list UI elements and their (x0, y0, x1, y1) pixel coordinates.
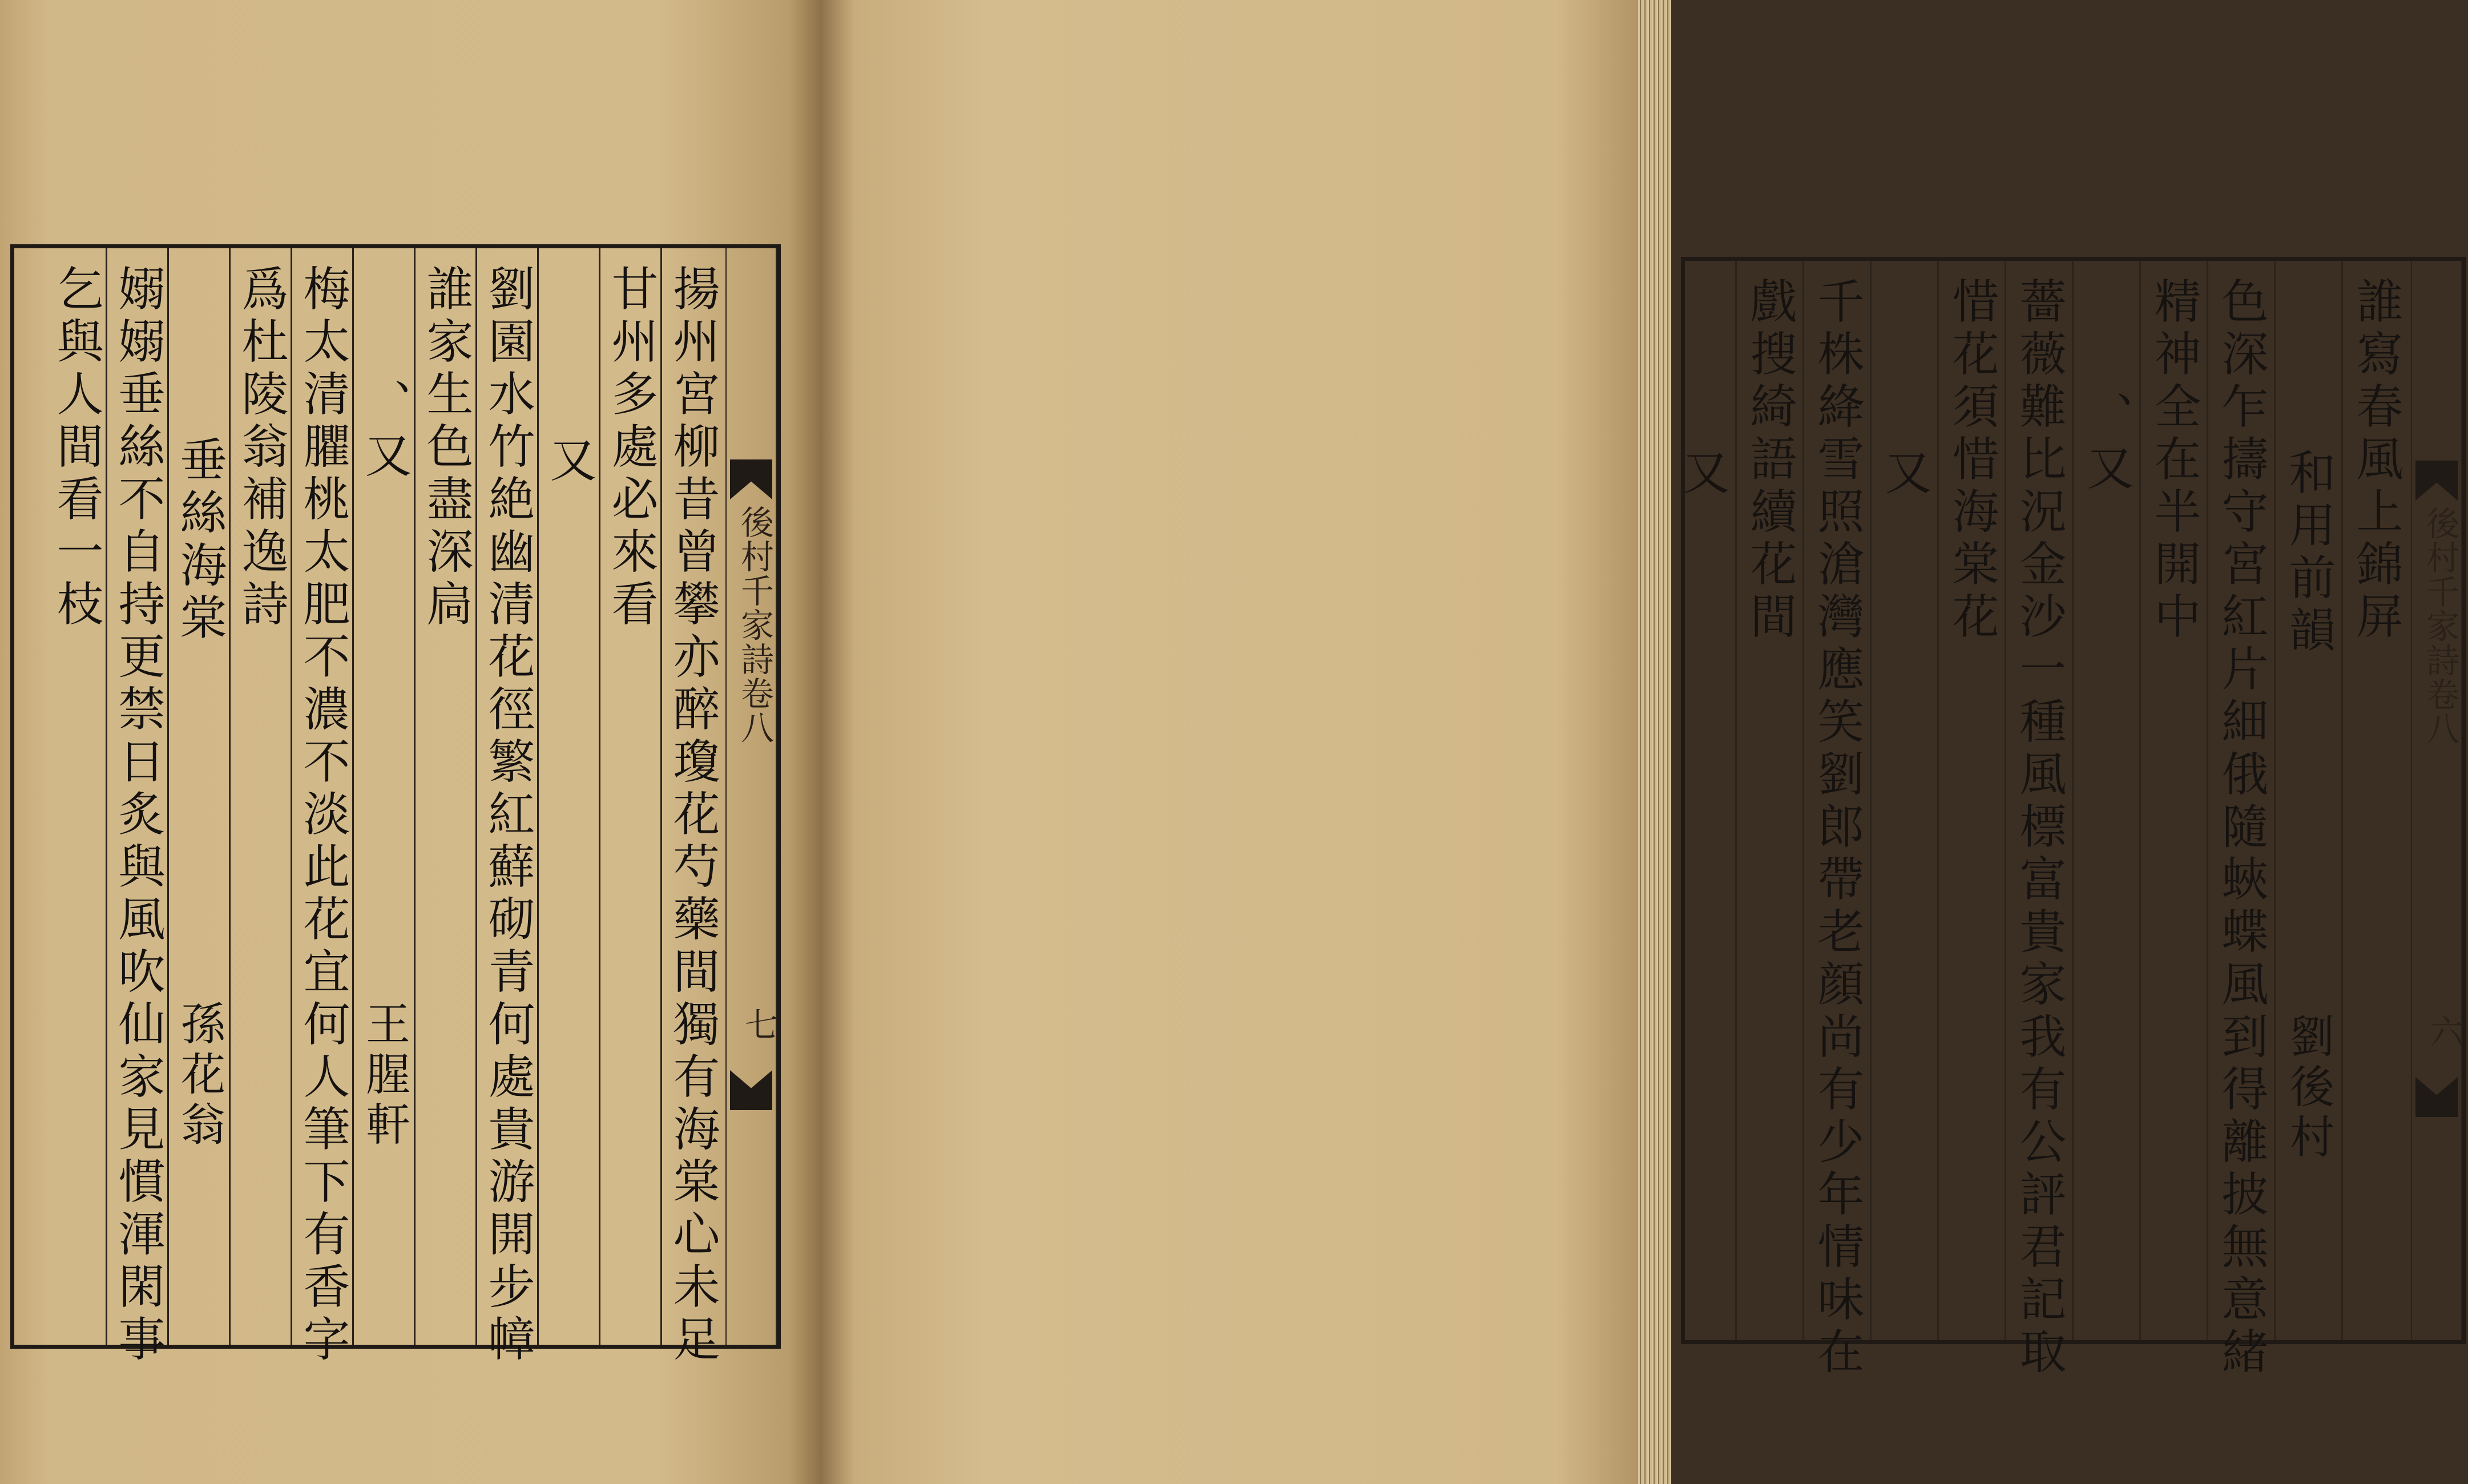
left-page (0, 0, 822, 1484)
fish-tail-mark-upper (2415, 461, 2458, 501)
column-rule (475, 248, 477, 1345)
fish-tail-mark-lower (730, 1070, 772, 1110)
author-name: 劉後村 (2283, 1013, 2334, 1164)
poem-column: 嫋嫋垂絲不自持更禁日炙與風吹仙家見慣渾閑事 (111, 264, 165, 1367)
column-rule (106, 248, 107, 1345)
column-rule (352, 248, 354, 1345)
poem-column: 又 (1877, 448, 1931, 501)
poem-column: 梅太清臞桃太肥不濃不淡此花宜何人筆下有香字 (296, 264, 350, 1367)
column-rule (2072, 261, 2074, 1340)
poem-column: 劉園水竹絶幽清花徑繁紅蘚砌青何處貴游開步幛 (481, 264, 535, 1367)
right-page-frame (1675, 257, 2466, 1380)
banxin-strip (725, 248, 777, 1345)
fish-tail-mark-upper (730, 459, 772, 499)
column-rule (414, 248, 416, 1345)
poem-column: 薔薇難比況金沙一種風標富貴家我有公評君記取 (2012, 277, 2066, 1380)
banxin-title: 後村千家詩卷八 (735, 505, 774, 745)
poem-column: 誰寫春風上錦屏 (2349, 277, 2403, 644)
author-name: 王腥軒 (358, 1001, 410, 1151)
poem-column: 又 (1675, 448, 1729, 501)
author-name: 孫花翁 (174, 1001, 225, 1151)
fish-tail-mark-lower (2415, 1077, 2458, 1117)
column-rule (229, 248, 231, 1345)
column-rule (2341, 261, 2343, 1340)
poem-column: 精神全在半開中 (2147, 277, 2201, 644)
poem-column: 揚州宮柳昔曾攀亦醉瓊花芍藥間獨有海棠心未足 (666, 264, 720, 1367)
left-page-frame (10, 244, 781, 1367)
poem-column: 、又 (357, 378, 412, 483)
column-rule (291, 248, 292, 1345)
page-number: 六 (2425, 1014, 2463, 1047)
poem-column: 乞與人間看一枝 (49, 264, 103, 632)
column-rule (2207, 261, 2208, 1340)
right-page (822, 0, 2463, 1484)
poem-column: 垂絲海棠 (172, 435, 227, 646)
page-number: 七 (739, 1007, 778, 1041)
poem-column: 色深乍擣守宮紅片細俄隨蛺蝶風到得離披無意緒 (2214, 277, 2268, 1380)
column-rule (1802, 261, 1804, 1340)
column-rule (2274, 261, 2276, 1340)
banxin-title: 後村千家詩卷八 (2421, 506, 2459, 746)
column-rule (2005, 261, 2006, 1340)
page-edges (1638, 0, 1671, 1484)
column-rule (660, 248, 662, 1345)
column-rule (1870, 261, 1872, 1340)
poem-column: 甘州多處必來看 (604, 264, 658, 632)
column-rule (537, 248, 539, 1345)
poem-column: 戲搜綺語續花間 (1743, 277, 1797, 644)
poem-column: 、又 (2079, 391, 2134, 496)
column-rule (167, 248, 169, 1345)
banxin-strip (2411, 261, 2462, 1340)
poem-column: 又 (542, 435, 596, 488)
column-rule (1937, 261, 1939, 1340)
column-rule (599, 248, 600, 1345)
poem-column: 惜花須惜海棠花 (1945, 277, 1999, 644)
poem-column: 誰家生色盡深扃 (419, 264, 473, 632)
poem-column: 和用前韻 (2281, 448, 2336, 658)
column-rule (1735, 261, 1737, 1340)
poem-column: 千株絳雪照滄灣應笑劉郎帶老顔尚有少年情味在 (1810, 277, 1864, 1380)
poem-column: 爲杜陵翁補逸詩 (234, 264, 288, 632)
column-rule (2139, 261, 2141, 1340)
